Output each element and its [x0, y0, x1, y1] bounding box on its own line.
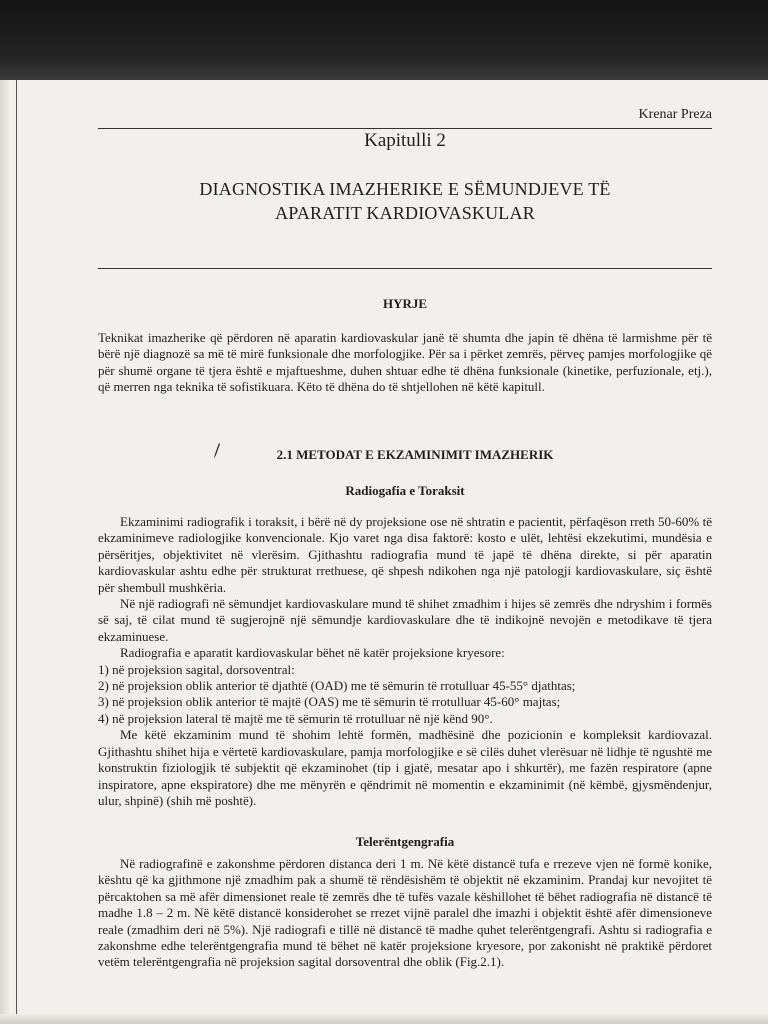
scan-margin-line — [16, 80, 17, 1020]
scan-page-edge — [0, 80, 10, 1024]
body-paragraph: Në një radiografi në sëmundjet kardiovaskulare mund të shihet zmadhim i hijes së zemrës dhe ndryshim i formës së saj, të cilat mund të sugjerojnë një sëmundje kardiovaskulare dhe të indikojnë nevojën e metodikave të tjera ekzaminuese. — [98, 596, 712, 644]
body-paragraph: Me këtë ekzaminim mund të shohim lehtë formën, madhësinë dhe pozicionin e kompleksit kardiovazal. Gjithashtu shihet hija e vërtetë kardiovaskulare, pamja morfologjike e së cilës duhet vlerësuar në lidhje të ngushtë me konstruktin fiziologjik të subjektit që ekzaminohet (tip i gjatë, mesatar apo i shkurtër), me fazën respiratore (apne inspiratore, apne ekspiratore) dhe me mënyrën e qëndrimit në momentin e ekzaminimit (në këmbë, gjysmëndenjur, ulur, shpinë) (shih më poshtë). — [98, 727, 712, 808]
teleroentgen-paragraph: Në radiografinë e zakonshme përdoren distanca deri 1 m. Në këtë distancë tufa e rrezeve vjen në formë konike, kështu që ka gjithmone një zmadhim pak a shumë të rëndësishëm të objektit në ekzaminim. Prandaj kur nevojitet të përcaktohen sa më afër dimensionet reale të zemrës dhe të tufës vazale këshillohet të bëhet radiografia në distancë të madhe 1.8 – 2 m. Në këtë distancë konsiderohet se rrezet vijnë paralel dhe imazhi i objektit është afër dimensioneve reale (zmadhim deri në 5%). Një radiografi e tillë në distancë të madhe quhet telerëntgengrafi. Ashtu si radiografia e zakonshme edhe telerëntgengrafia mund të bëhet në katër projeksione kryesore, por zakonisht në praktikë përdoret vetëm telerëntgengrafia në projeksion sagital dorsoventral dhe oblik (Fig.2.1). — [98, 856, 712, 970]
body-paragraph: Ekzaminimi radiografik i toraksit, i bërë në dy projeksione ose në shtratin e pacientit, përfaqëson rreth 50-60% të ekzaminimeve radiologjike konvencionale. Kjo varet nga disa faktorë: kosto e ulët, lehtësi ekzekutimi, mundësia e përsëritjes, objektivitet në vlerësim. Gjithashtu radiografia mund të japë të dhëna direkte, si për aparatin kardiovaskular ashtu edhe për strukturat rrethuese, që shpesh ndikohen nga një patologji kardiovaskulare, siç është për shembull mushkëria. — [98, 514, 712, 595]
chapter-title — [98, 177, 712, 225]
subsection-heading-teleroentgen: Telerëntgengrafia — [355, 834, 455, 849]
intro-heading: HYRJE — [382, 296, 428, 311]
chapter-label: Kapitulli 2 — [364, 130, 446, 151]
section-heading: 2.1 METODAT E EKZAMINIMIT IMAZHERIK — [276, 447, 554, 462]
list-item: 1) në projeksion sagital, dorsoventral: — [98, 661, 295, 677]
chapter-title-line2: APARATIT KARDIOVASKULAR — [275, 203, 535, 223]
intro-paragraph: Teknikat imazherike që përdoren në aparatin kardiovaskular janë të shumta dhe japin të dhëna të larmishme për të bërë një diagnozë sa më të mirë funksionale dhe morfologjike. Për sa i përket zemrës, përveç pamjes morfologjike që për shumë organe të tjera është e mjaftueshme, duhen shtuar edhe të dhëna funksionale (kinetike, perfuzionale, etj.), që merren nga teknika të sofistikuara. Këto të dhëna do të shtjellohen në këtë kapitull. — [98, 330, 712, 395]
body-paragraph: Radiografia e aparatit kardiovaskular bëhet në katër projeksione kryesore: — [120, 645, 505, 661]
author-name: Krenar Preza — [638, 107, 712, 122]
scan-bottom-edge — [0, 1014, 768, 1024]
list-item: 2) në projeksion oblik anterior të djathtë (OAD) me të sëmurin të rrotulluar 45-55° djathtas; — [98, 678, 576, 694]
radiography-body — [98, 514, 712, 809]
title-rule — [98, 268, 712, 269]
list-item: 4) në projeksion lateral të majtë me të sëmurin të rrotulluar në një kënd 90°. — [98, 710, 493, 726]
scan-dark-border — [0, 0, 768, 80]
subsection-heading-radiography: Radiogafia e Toraksit — [345, 483, 465, 498]
header-rule — [98, 128, 712, 129]
list-item: 3) në projeksion oblik anterior të majtë (OAS) me të sëmurin të rrotulluar 45-60° majtas; — [98, 694, 561, 710]
chapter-title-line1: DIAGNOSTIKA IMAZHERIKE E SËMUNDJEVE TË — [199, 179, 611, 199]
